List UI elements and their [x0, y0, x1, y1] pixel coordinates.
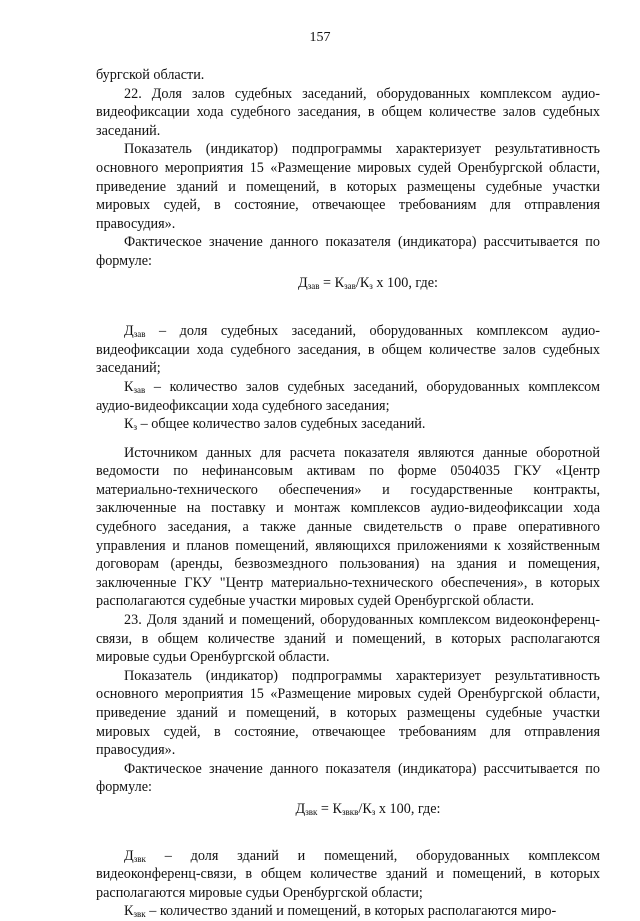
definition-subscript: зав	[133, 384, 146, 395]
definition-symbol: Д	[124, 847, 134, 864]
definition-text: – общее количество залов судебных заседаний.	[137, 416, 426, 433]
definition-text: – доля зданий и помещений, оборудованных комплексом видеоконференц-связи, в общем количестве зданий и помещений, в которых располагаются мировые судьи Оренбургской области;	[96, 847, 600, 901]
formula-lhs-subscript: звк	[305, 806, 318, 817]
definition-symbol: К	[124, 378, 134, 395]
definition-kz	[96, 415, 600, 434]
paragraph-item-23: 23. Доля зданий и помещений, оборудованных комплексом видеоконференц-связи, в общем количестве зданий и помещений, в которых располагаются мировые судьи Оренбургской области.	[96, 612, 600, 666]
formula-tail: х 100, где:	[375, 800, 441, 817]
formula-tail: х 100, где:	[372, 274, 438, 291]
formula-dzvk	[96, 800, 600, 819]
definition-subscript: звк	[133, 909, 146, 920]
formula-lhs: Д	[298, 274, 308, 291]
definition-text: – количество зданий и помещений, в которых располагаются миро-	[145, 903, 557, 920]
paragraph-formula-intro-22: Фактическое значение данного показателя (индикатора) рассчитывается по формуле:	[96, 234, 600, 269]
formula-numerator: = К	[319, 274, 345, 291]
definition-dzvk	[96, 847, 600, 903]
formula-numerator-subscript: зав	[344, 280, 356, 291]
formula-denominator-subscript: з	[371, 806, 376, 817]
formula-denominator: /К	[355, 274, 370, 291]
formula-numerator: = К	[317, 800, 342, 817]
spacer	[96, 434, 600, 444]
definition-symbol: Д	[124, 323, 134, 340]
formula-lhs-subscript: зав	[307, 280, 320, 291]
formula-denominator-subscript: з	[369, 280, 373, 291]
formula-numerator-subscript: звкв	[341, 806, 359, 817]
definition-subscript: зав	[133, 329, 146, 340]
paragraph-indicator-23: Показатель (индикатор) подпрограммы характеризует результативность основного мероприятия 15 «Размещение мировых судей Оренбургской области, приведение зданий и помещений, в которых размещены судебные участки мировых судей, в состояние, отвечающее требованиям для отправления правосудия».	[96, 667, 600, 759]
definition-symbol: К	[124, 416, 134, 433]
formula-lhs: Д	[295, 800, 306, 817]
definition-subscript: звк	[133, 853, 146, 864]
page-number: 157	[309, 30, 331, 45]
definition-subscript: з	[133, 422, 138, 433]
definition-text: – количество залов судебных заседаний, оборудованных комплексом аудио-видеофиксации хода судебного заседания;	[96, 378, 600, 414]
definition-dzav	[96, 322, 600, 378]
paragraph-indicator-22: Показатель (индикатор) подпрограммы характеризует результативность основного мероприятия 15 «Размещение мировых судей Оренбургской области, приведение зданий и помещений, в которых размещены судебные участки мировых судей, в состояние, отвечающее требованиям для отправления правосудия».	[96, 141, 600, 232]
paragraph-item-22: 22. Доля залов судебных заседаний, оборудованных комплексом аудио-видеофиксации хода судебного заседания, в общем количестве залов судебных заседаний.	[96, 85, 600, 139]
definition-text: – доля судебных заседаний, оборудованных комплексом аудио-видеофиксации хода судебного заседания, в общем количестве залов судебных заседаний;	[96, 323, 600, 377]
formula-dzav	[96, 274, 600, 293]
paragraph-data-source-22: Источником данных для расчета показателя являются данные оборотной ведомости по нефинансовым активам по форме 0504035 ГКУ «Центр материально-технического обеспечения» и государственные контракты, заключенные на поставку и монтаж комплексов аудио-видеофиксации хода судебного заседания, а также данные свидетельств о праве оперативного управления и планов помещений, являющихся приложениями к хозяйственным договорам (аренды, безвозмездного пользования) на здания и помещения, заключенные ГКУ "Центр материально-технического обеспечения», в которых располагаются судебные участки мировых судей Оренбургской области.	[96, 444, 600, 610]
definition-symbol: К	[124, 903, 134, 920]
definition-kzvk	[96, 902, 600, 921]
paragraph-formula-intro-23: Фактическое значение данного показателя (индикатора) рассчитывается по формуле:	[96, 760, 600, 796]
formula-denominator: /К	[358, 800, 372, 817]
paragraph-continuation: бургской области.	[96, 67, 205, 83]
definition-kzav	[96, 378, 600, 415]
document-body	[96, 66, 600, 921]
